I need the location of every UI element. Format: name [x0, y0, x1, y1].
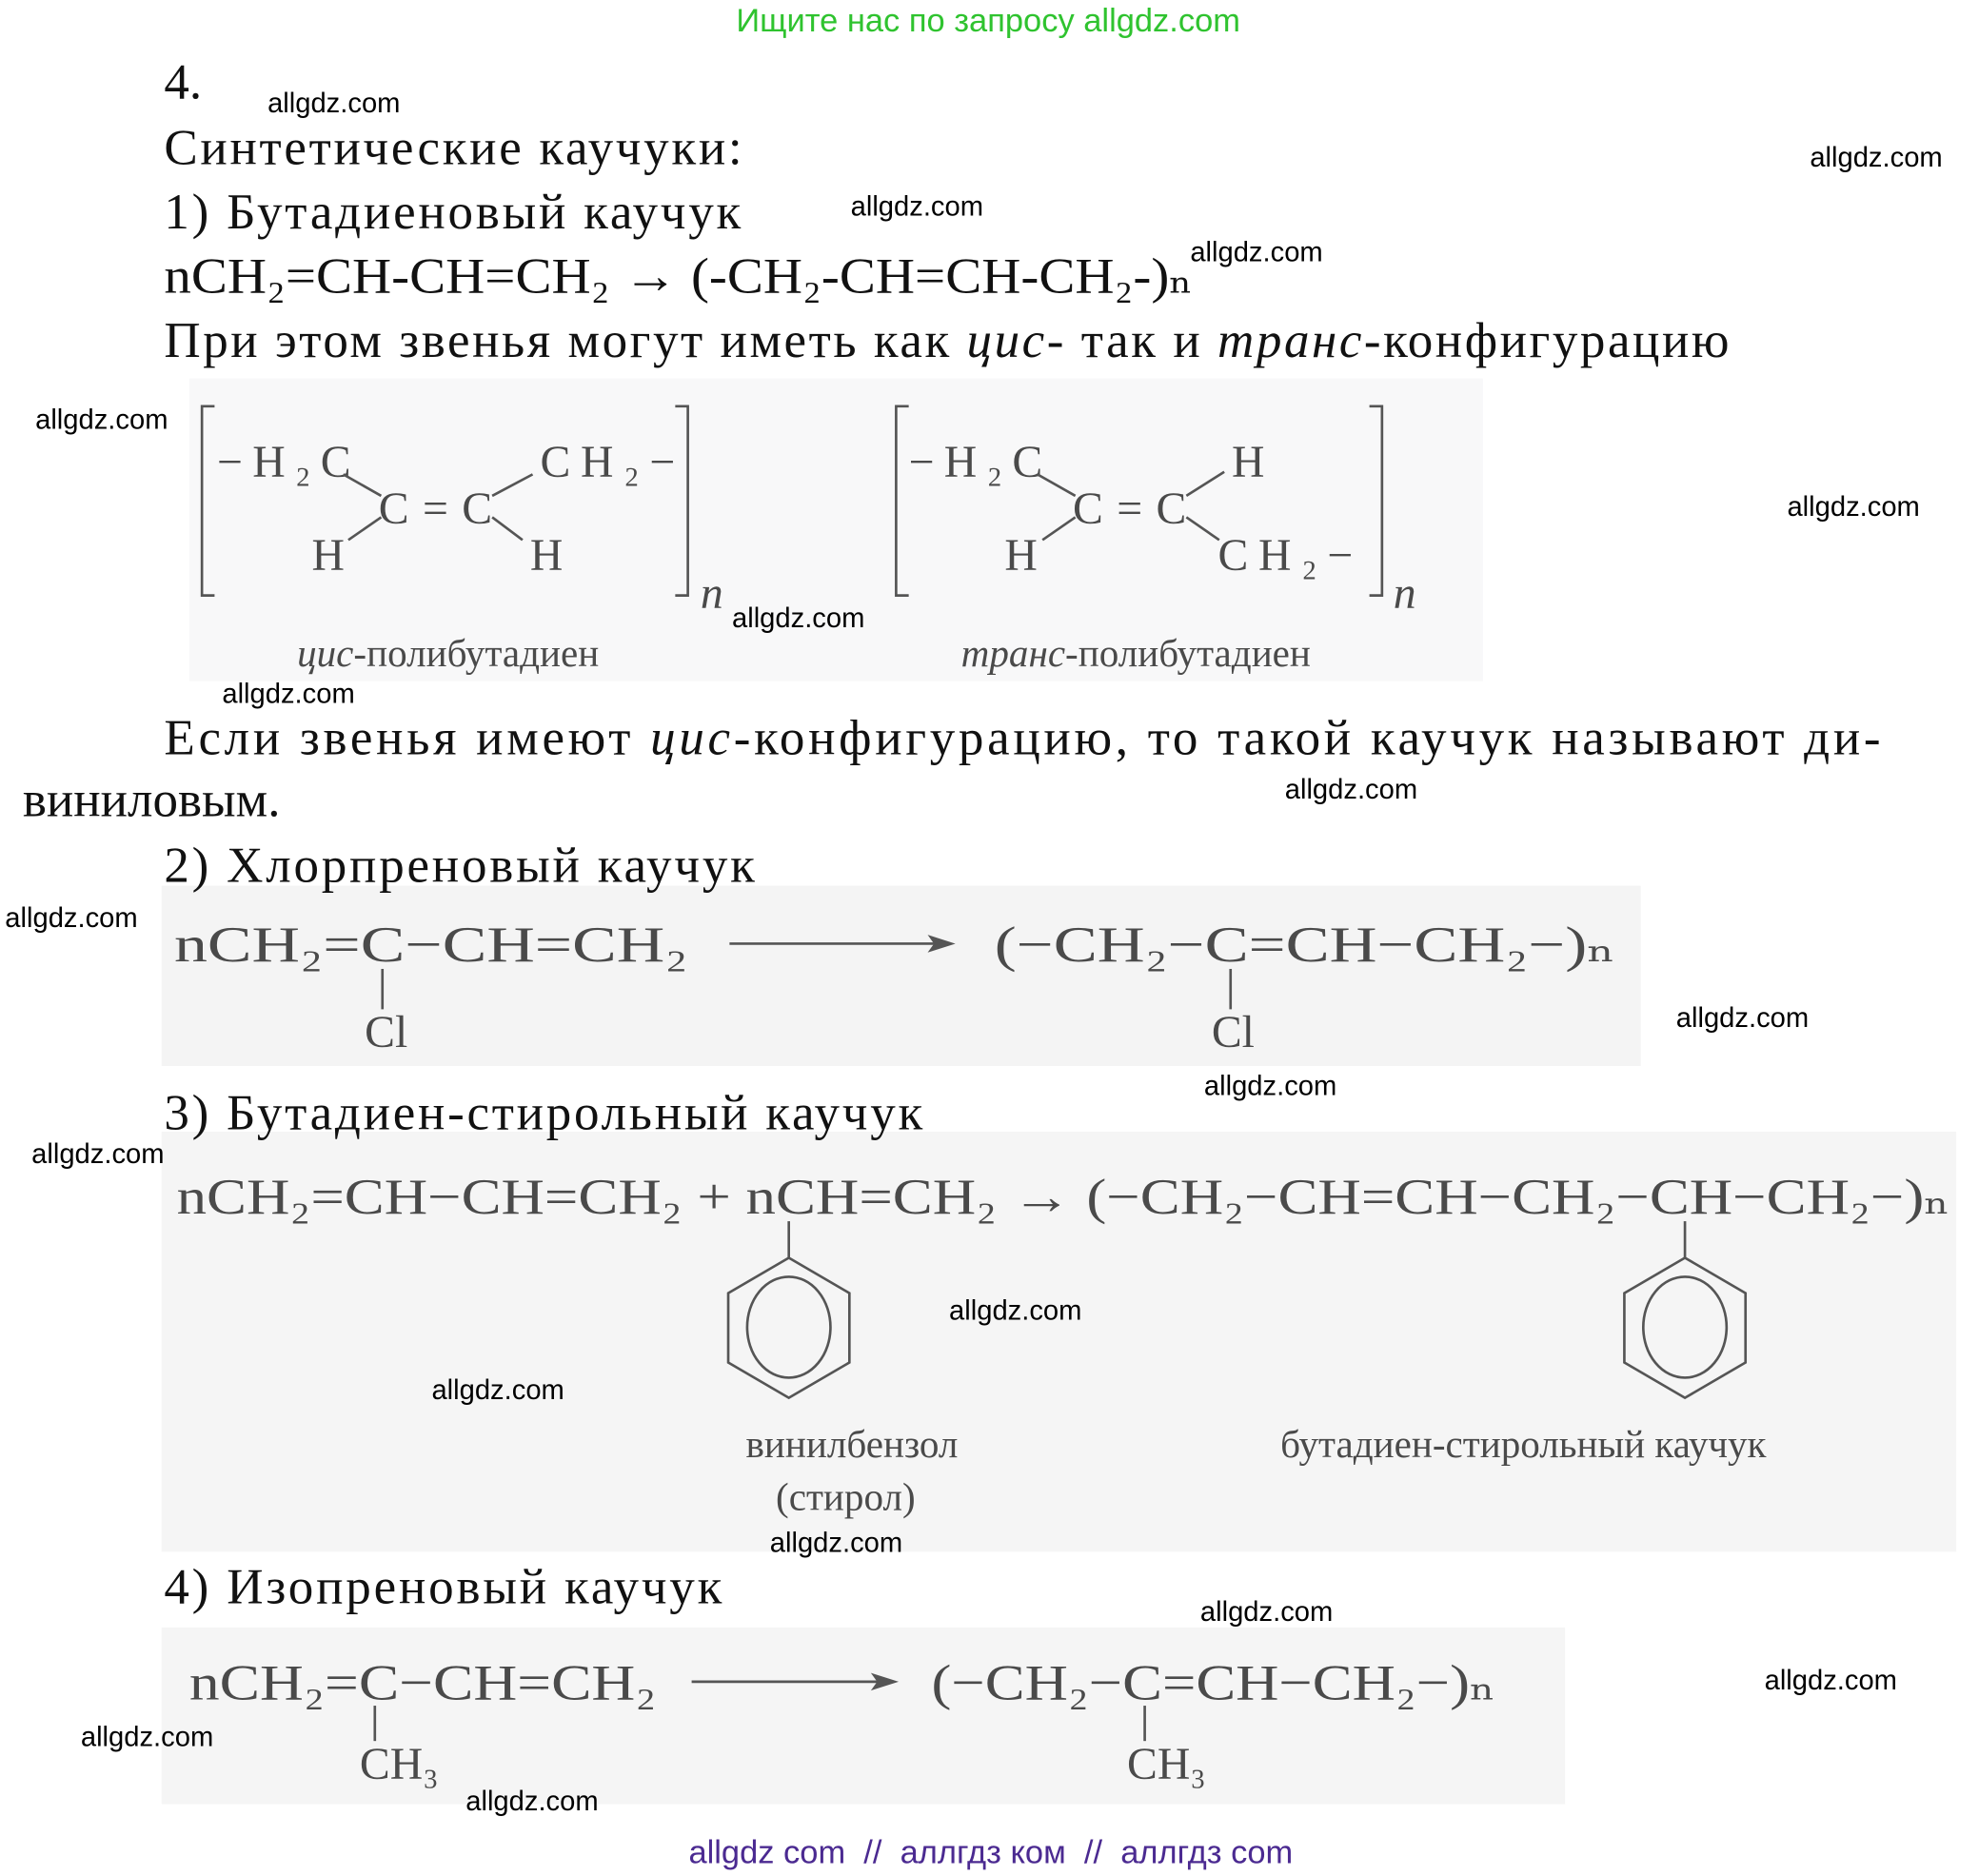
- svg-text:CH₂−: CH₂−: [540, 437, 676, 488]
- svg-text:H: H: [529, 530, 564, 582]
- svg-text:винилбензол: винилбензол: [745, 1421, 959, 1466]
- divinyl-paragraph-end: виниловым.: [22, 772, 281, 828]
- svg-text:(−CH₂−C=CH−CH₂−)ₙ: (−CH₂−C=CH−CH₂−)ₙ: [994, 918, 1616, 974]
- svg-text:CH₃: CH₃: [359, 1738, 439, 1789]
- watermark: allgdz.com: [35, 405, 168, 436]
- heading: Синтетические каучуки:: [164, 120, 742, 176]
- divinyl-paragraph: Если звенья имеют цис-конфигурацию, то такой каучук называют ди-: [164, 710, 1881, 766]
- watermark: allgdz.com: [732, 602, 865, 634]
- watermark: allgdz.com: [80, 1722, 214, 1753]
- watermark: allgdz.com: [431, 1374, 564, 1406]
- svg-text:−H₂C: −H₂C: [908, 437, 1043, 488]
- svg-text:CH₂−: CH₂−: [1217, 530, 1354, 582]
- watermark: allgdz.com: [1787, 492, 1920, 523]
- watermark: allgdz.com: [31, 1139, 165, 1171]
- svg-text:C=C: C=C: [378, 484, 493, 535]
- svg-text:(стирол): (стирол): [776, 1474, 916, 1519]
- watermark: allgdz.com: [1284, 775, 1418, 806]
- svg-text:CH₃: CH₃: [1127, 1738, 1206, 1789]
- cis-label: цис-полибутадиен: [297, 630, 600, 675]
- task-number: 4.: [164, 54, 203, 110]
- svg-text:H: H: [311, 530, 345, 582]
- trans-label: транс-полибутадиен: [960, 630, 1311, 675]
- watermark: allgdz.com: [1203, 1071, 1337, 1102]
- svg-text:n: n: [700, 567, 723, 619]
- watermark: allgdz.com: [850, 191, 984, 223]
- watermark: allgdz.com: [267, 88, 401, 119]
- watermark: allgdz.com: [1199, 1597, 1334, 1629]
- footer-banner[interactable]: allgdz com // аллгдз ком // аллгдз com: [688, 1834, 1294, 1871]
- svg-text:бутадиен-стирольный каучук: бутадиен-стирольный каучук: [1280, 1421, 1767, 1466]
- butadiene-equation: nCH₂=CH-CH=CH₂ → (-CH₂-CH=CH-CH₂-)ₙ: [164, 248, 1193, 305]
- svg-text:(−CH₂−C=CH−CH₂−)ₙ: (−CH₂−C=CH−CH₂−)ₙ: [931, 1655, 1496, 1711]
- svg-text:Cl: Cl: [1211, 1007, 1255, 1058]
- section-2-title: 2) Хлорпреновый каучук: [164, 838, 755, 894]
- watermark: allgdz.com: [949, 1295, 1082, 1327]
- watermark: allgdz.com: [5, 903, 138, 935]
- section-3-title: 3) Бутадиен-стирольный каучук: [164, 1085, 923, 1141]
- header-banner[interactable]: Ищите нас по запросу allgdz.com: [736, 3, 1240, 40]
- section-1-title: 1) Бутадиеновый каучук: [164, 184, 742, 240]
- watermark: allgdz.com: [1190, 237, 1323, 268]
- watermark: allgdz.com: [222, 679, 355, 710]
- svg-text:Cl: Cl: [365, 1007, 408, 1058]
- svg-text:C=C: C=C: [1073, 484, 1187, 535]
- watermark: allgdz.com: [1675, 1002, 1810, 1034]
- configuration-note: При этом звенья могут иметь как цис- так и транс-конфигурацию: [164, 313, 1730, 369]
- svg-text:nCH₂=CH−CH=CH₂ + nCH=CH₂ → (−C: nCH₂=CH−CH=CH₂ + nCH=CH₂ → (−CH₂−CH=CH−CH₂−CH−CH₂−)ₙ: [176, 1170, 1950, 1226]
- watermark: allgdz.com: [1764, 1665, 1897, 1696]
- watermark: allgdz.com: [465, 1787, 599, 1818]
- section-4-title: 4) Изопреновый каучук: [164, 1559, 722, 1615]
- svg-text:nCH₂=C−CH=CH₂: nCH₂=C−CH=CH₂: [188, 1655, 657, 1711]
- svg-text:nCH₂=C−CH=CH₂: nCH₂=C−CH=CH₂: [173, 918, 688, 974]
- watermark: allgdz.com: [1810, 142, 1943, 173]
- watermark: allgdz.com: [769, 1528, 903, 1559]
- svg-text:H: H: [1232, 437, 1265, 488]
- svg-text:n: n: [1393, 567, 1416, 619]
- svg-text:H: H: [1004, 530, 1038, 582]
- svg-text:−H₂C: −H₂C: [217, 437, 351, 488]
